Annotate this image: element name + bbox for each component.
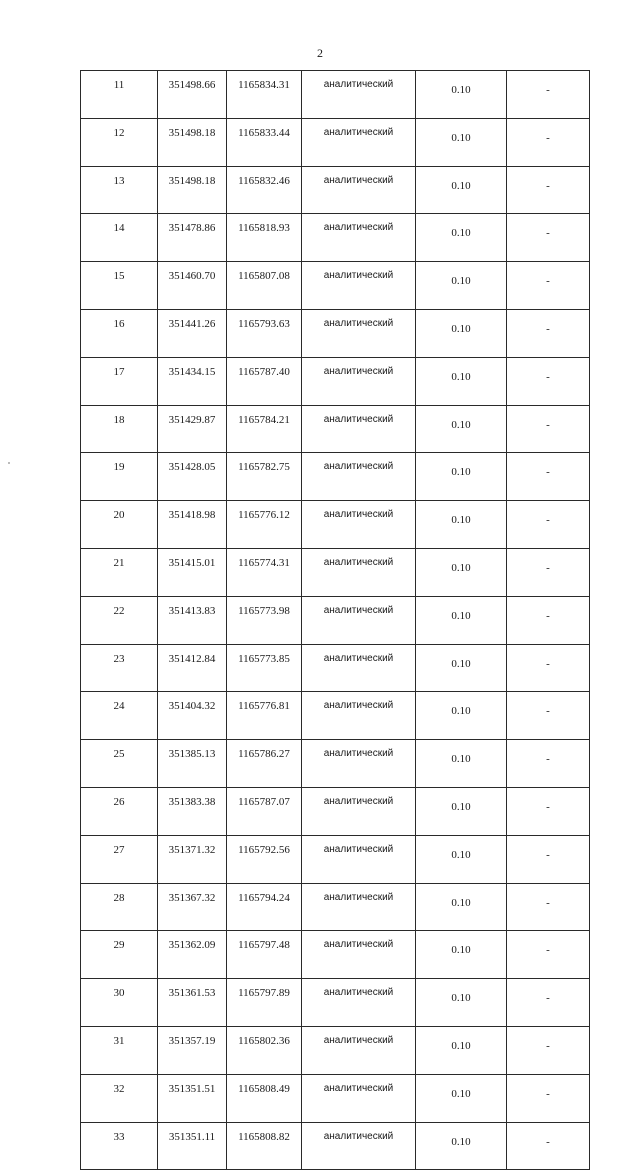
y-coordinate-cell: 1165794.24 bbox=[227, 883, 302, 931]
description-cell: - bbox=[507, 309, 590, 357]
accuracy-cell: 0.10 bbox=[416, 596, 507, 644]
method-cell: аналитический bbox=[302, 453, 416, 501]
method-cell: аналитический bbox=[302, 214, 416, 262]
table-row bbox=[81, 357, 590, 405]
x-coordinate-cell: 351361.53 bbox=[158, 979, 227, 1027]
x-coordinate-cell: 351371.32 bbox=[158, 835, 227, 883]
table-row bbox=[81, 644, 590, 692]
description-cell: - bbox=[507, 262, 590, 310]
accuracy-cell: 0.10 bbox=[416, 118, 507, 166]
point-number-cell: 28 bbox=[81, 883, 158, 931]
method-cell: аналитический bbox=[302, 1026, 416, 1074]
y-coordinate-cell: 1165787.40 bbox=[227, 357, 302, 405]
description-cell: - bbox=[507, 1026, 590, 1074]
point-number-cell: 33 bbox=[81, 1122, 158, 1170]
point-number-cell: 12 bbox=[81, 118, 158, 166]
table-row bbox=[81, 931, 590, 979]
description-cell: - bbox=[507, 357, 590, 405]
description-cell: - bbox=[507, 501, 590, 549]
y-coordinate-cell: 1165787.07 bbox=[227, 787, 302, 835]
x-coordinate-cell: 351441.26 bbox=[158, 309, 227, 357]
accuracy-cell: 0.10 bbox=[416, 1026, 507, 1074]
method-cell: аналитический bbox=[302, 357, 416, 405]
accuracy-cell: 0.10 bbox=[416, 692, 507, 740]
point-number-cell: 17 bbox=[81, 357, 158, 405]
accuracy-cell: 0.10 bbox=[416, 979, 507, 1027]
accuracy-cell: 0.10 bbox=[416, 71, 507, 119]
page-number: 2 bbox=[317, 46, 323, 60]
table-row bbox=[81, 787, 590, 835]
point-number-cell: 15 bbox=[81, 262, 158, 310]
accuracy-cell: 0.10 bbox=[416, 501, 507, 549]
y-coordinate-cell: 1165774.31 bbox=[227, 548, 302, 596]
accuracy-cell: 0.10 bbox=[416, 357, 507, 405]
point-number-cell: 31 bbox=[81, 1026, 158, 1074]
accuracy-cell: 0.10 bbox=[416, 1122, 507, 1170]
table-row bbox=[81, 405, 590, 453]
y-coordinate-cell: 1165793.63 bbox=[227, 309, 302, 357]
table-row bbox=[81, 1122, 590, 1170]
point-number-cell: 20 bbox=[81, 501, 158, 549]
table-row bbox=[81, 740, 590, 788]
accuracy-cell: 0.10 bbox=[416, 262, 507, 310]
description-cell: - bbox=[507, 1122, 590, 1170]
point-number-cell: 14 bbox=[81, 214, 158, 262]
method-cell: аналитический bbox=[302, 548, 416, 596]
table-row bbox=[81, 118, 590, 166]
x-coordinate-cell: 351362.09 bbox=[158, 931, 227, 979]
accuracy-cell: 0.10 bbox=[416, 644, 507, 692]
method-cell: аналитический bbox=[302, 979, 416, 1027]
x-coordinate-cell: 351385.13 bbox=[158, 740, 227, 788]
table-row bbox=[81, 501, 590, 549]
description-cell: - bbox=[507, 979, 590, 1027]
point-number-cell: 32 bbox=[81, 1074, 158, 1122]
y-coordinate-cell: 1165776.81 bbox=[227, 692, 302, 740]
y-coordinate-cell: 1165832.46 bbox=[227, 166, 302, 214]
description-cell: - bbox=[507, 835, 590, 883]
x-coordinate-cell: 351367.32 bbox=[158, 883, 227, 931]
table-row bbox=[81, 71, 590, 119]
y-coordinate-cell: 1165784.21 bbox=[227, 405, 302, 453]
y-coordinate-cell: 1165776.12 bbox=[227, 501, 302, 549]
description-cell: - bbox=[507, 692, 590, 740]
point-number-cell: 16 bbox=[81, 309, 158, 357]
method-cell: аналитический bbox=[302, 118, 416, 166]
point-number-cell: 30 bbox=[81, 979, 158, 1027]
method-cell: аналитический bbox=[302, 166, 416, 214]
table-row bbox=[81, 1026, 590, 1074]
scan-speck bbox=[8, 462, 10, 464]
method-cell: аналитический bbox=[302, 405, 416, 453]
accuracy-cell: 0.10 bbox=[416, 453, 507, 501]
accuracy-cell: 0.10 bbox=[416, 787, 507, 835]
description-cell: - bbox=[507, 596, 590, 644]
table-row bbox=[81, 262, 590, 310]
point-number-cell: 22 bbox=[81, 596, 158, 644]
x-coordinate-cell: 351383.38 bbox=[158, 787, 227, 835]
method-cell: аналитический bbox=[302, 309, 416, 357]
accuracy-cell: 0.10 bbox=[416, 405, 507, 453]
x-coordinate-cell: 351357.19 bbox=[158, 1026, 227, 1074]
accuracy-cell: 0.10 bbox=[416, 166, 507, 214]
x-coordinate-cell: 351498.18 bbox=[158, 166, 227, 214]
x-coordinate-cell: 351351.11 bbox=[158, 1122, 227, 1170]
method-cell: аналитический bbox=[302, 262, 416, 310]
x-coordinate-cell: 351404.32 bbox=[158, 692, 227, 740]
description-cell: - bbox=[507, 214, 590, 262]
method-cell: аналитический bbox=[302, 835, 416, 883]
method-cell: аналитический bbox=[302, 596, 416, 644]
point-number-cell: 18 bbox=[81, 405, 158, 453]
x-coordinate-cell: 351478.86 bbox=[158, 214, 227, 262]
point-number-cell: 11 bbox=[81, 71, 158, 119]
point-number-cell: 24 bbox=[81, 692, 158, 740]
accuracy-cell: 0.10 bbox=[416, 1074, 507, 1122]
method-cell: аналитический bbox=[302, 883, 416, 931]
table-row bbox=[81, 883, 590, 931]
table-row bbox=[81, 214, 590, 262]
y-coordinate-cell: 1165786.27 bbox=[227, 740, 302, 788]
y-coordinate-cell: 1165782.75 bbox=[227, 453, 302, 501]
method-cell: аналитический bbox=[302, 71, 416, 119]
description-cell: - bbox=[507, 405, 590, 453]
x-coordinate-cell: 351415.01 bbox=[158, 548, 227, 596]
method-cell: аналитический bbox=[302, 1122, 416, 1170]
method-cell: аналитический bbox=[302, 931, 416, 979]
description-cell: - bbox=[507, 453, 590, 501]
table-row bbox=[81, 309, 590, 357]
method-cell: аналитический bbox=[302, 501, 416, 549]
x-coordinate-cell: 351429.87 bbox=[158, 405, 227, 453]
point-number-cell: 21 bbox=[81, 548, 158, 596]
description-cell: - bbox=[507, 548, 590, 596]
y-coordinate-cell: 1165807.08 bbox=[227, 262, 302, 310]
accuracy-cell: 0.10 bbox=[416, 883, 507, 931]
y-coordinate-cell: 1165834.31 bbox=[227, 71, 302, 119]
point-number-cell: 29 bbox=[81, 931, 158, 979]
description-cell: - bbox=[507, 1074, 590, 1122]
accuracy-cell: 0.10 bbox=[416, 931, 507, 979]
method-cell: аналитический bbox=[302, 740, 416, 788]
description-cell: - bbox=[507, 166, 590, 214]
method-cell: аналитический bbox=[302, 644, 416, 692]
description-cell: - bbox=[507, 71, 590, 119]
y-coordinate-cell: 1165773.98 bbox=[227, 596, 302, 644]
point-number-cell: 25 bbox=[81, 740, 158, 788]
method-cell: аналитический bbox=[302, 692, 416, 740]
y-coordinate-cell: 1165808.49 bbox=[227, 1074, 302, 1122]
x-coordinate-cell: 351418.98 bbox=[158, 501, 227, 549]
description-cell: - bbox=[507, 787, 590, 835]
x-coordinate-cell: 351498.18 bbox=[158, 118, 227, 166]
description-cell: - bbox=[507, 740, 590, 788]
table-row bbox=[81, 166, 590, 214]
point-number-cell: 27 bbox=[81, 835, 158, 883]
y-coordinate-cell: 1165818.93 bbox=[227, 214, 302, 262]
accuracy-cell: 0.10 bbox=[416, 214, 507, 262]
y-coordinate-cell: 1165833.44 bbox=[227, 118, 302, 166]
description-cell: - bbox=[507, 931, 590, 979]
y-coordinate-cell: 1165797.48 bbox=[227, 931, 302, 979]
point-number-cell: 13 bbox=[81, 166, 158, 214]
coordinates-table bbox=[80, 70, 590, 1170]
y-coordinate-cell: 1165792.56 bbox=[227, 835, 302, 883]
description-cell: - bbox=[507, 644, 590, 692]
point-number-cell: 26 bbox=[81, 787, 158, 835]
accuracy-cell: 0.10 bbox=[416, 548, 507, 596]
table-row bbox=[81, 692, 590, 740]
table-row bbox=[81, 453, 590, 501]
x-coordinate-cell: 351413.83 bbox=[158, 596, 227, 644]
coordinates-table-body bbox=[81, 71, 590, 1170]
point-number-cell: 23 bbox=[81, 644, 158, 692]
x-coordinate-cell: 351412.84 bbox=[158, 644, 227, 692]
x-coordinate-cell: 351498.66 bbox=[158, 71, 227, 119]
table-row bbox=[81, 835, 590, 883]
accuracy-cell: 0.10 bbox=[416, 309, 507, 357]
table-row bbox=[81, 548, 590, 596]
y-coordinate-cell: 1165802.36 bbox=[227, 1026, 302, 1074]
table-row bbox=[81, 979, 590, 1027]
x-coordinate-cell: 351428.05 bbox=[158, 453, 227, 501]
method-cell: аналитический bbox=[302, 1074, 416, 1122]
x-coordinate-cell: 351351.51 bbox=[158, 1074, 227, 1122]
y-coordinate-cell: 1165808.82 bbox=[227, 1122, 302, 1170]
description-cell: - bbox=[507, 118, 590, 166]
y-coordinate-cell: 1165773.85 bbox=[227, 644, 302, 692]
accuracy-cell: 0.10 bbox=[416, 740, 507, 788]
x-coordinate-cell: 351460.70 bbox=[158, 262, 227, 310]
description-cell: - bbox=[507, 883, 590, 931]
y-coordinate-cell: 1165797.89 bbox=[227, 979, 302, 1027]
accuracy-cell: 0.10 bbox=[416, 835, 507, 883]
point-number-cell: 19 bbox=[81, 453, 158, 501]
method-cell: аналитический bbox=[302, 787, 416, 835]
table-row bbox=[81, 1074, 590, 1122]
x-coordinate-cell: 351434.15 bbox=[158, 357, 227, 405]
table-row bbox=[81, 596, 590, 644]
